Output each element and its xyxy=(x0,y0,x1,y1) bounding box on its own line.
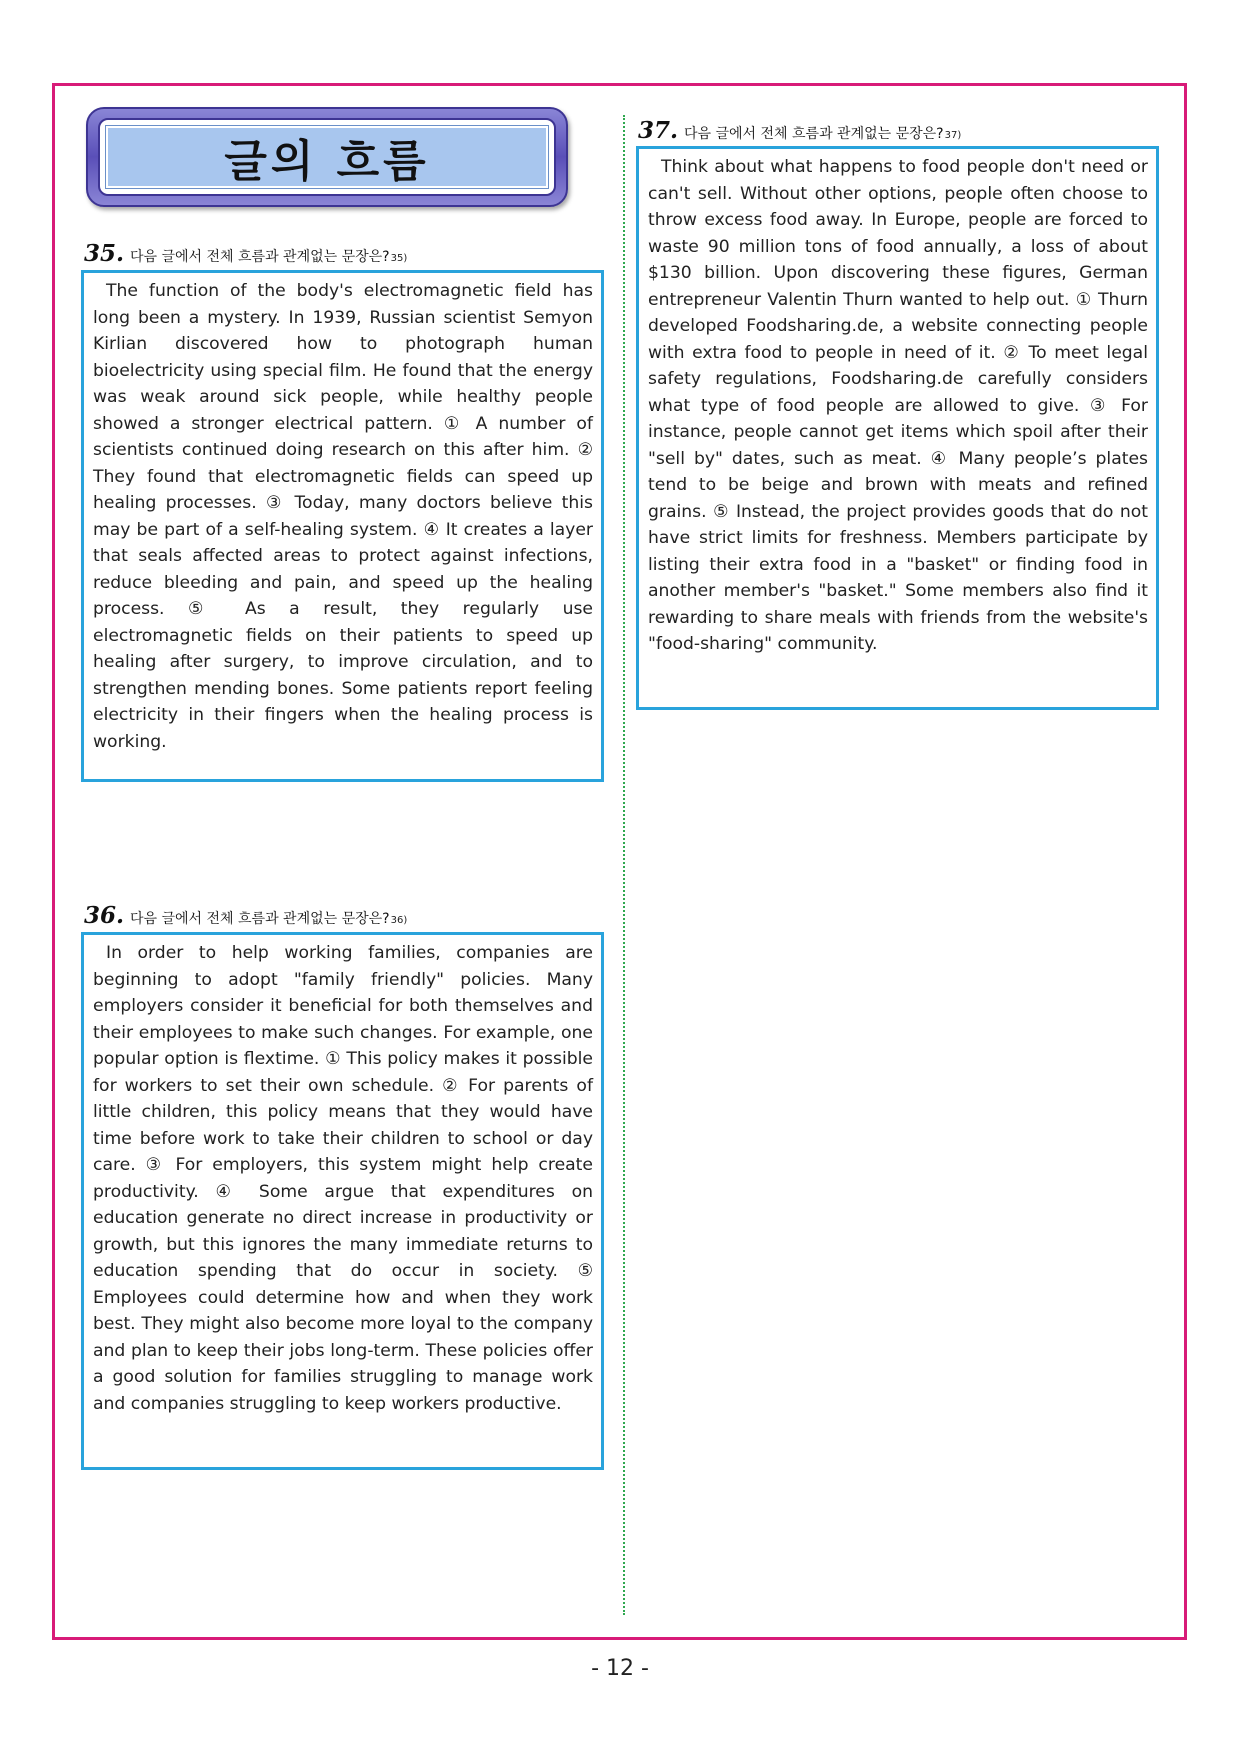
question-number: 36. xyxy=(84,902,125,929)
question-number: 35. xyxy=(84,240,125,267)
footnote-ref: 35) xyxy=(390,253,408,264)
question-37-passage-box xyxy=(636,146,1159,710)
question-prompt: 다음 글에서 전체 흐름과 관계없는 문장은? xyxy=(130,249,390,265)
question-35-passage-box xyxy=(81,270,604,782)
question-prompt: 다음 글에서 전체 흐름과 관계없는 문장은? xyxy=(130,911,390,927)
footnote-ref: 37) xyxy=(944,130,962,141)
section-title-banner xyxy=(86,107,568,207)
question-number: 37. xyxy=(638,117,679,144)
question-35-header xyxy=(84,240,407,267)
question-36-passage-box xyxy=(81,932,604,1470)
title-plate xyxy=(106,126,548,188)
title-inner-frame xyxy=(98,118,556,196)
passage-text: In order to help working families, companies are beginning to adopt "family friendly" policies. Many employers consider it beneficial for both themselves and their employees to make such changes. For example, one popular option is flextime. ① This policy makes it possible for workers to set their own schedule. ② For parents of little children, this policy means that they would have time before work to take their children to school or day care. ③ For employers, this system might help create productivity. ④ Some argue that expenditures on education generate no direct increase in productivity or growth, but this ignores the many immediate returns to education spending that do occur in society. ⑤ Employees could determine how and when they work best. They might also become more loyal to the company and plan to keep their jobs long-term. These policies offer a good solution for families struggling to manage work and companies struggling to keep workers productive. xyxy=(93,943,593,1414)
question-36-header xyxy=(84,902,407,929)
column-divider xyxy=(623,115,625,1615)
page-number: - 12 - xyxy=(591,1656,649,1681)
question-prompt: 다음 글에서 전체 흐름과 관계없는 문장은? xyxy=(684,126,944,142)
passage-text: The function of the body's electromagnetic field has long been a mystery. In 1939, Russian scientist Semyon Kirlian discovered how to photograph human bioelectricity using special film. He found that the energy was weak around sick people, while healthy people showed a stronger electrical pattern. ① A number of scientists continued doing research on this after him. ② They found that electromagnetic fields can speed up healing processes. ③ Today, many doctors believe this may be part of a self-healing system. ④ It creates a layer that seals affected areas to protect against infections, reduce bleeding and pain, and speed up the healing process. ⑤ As a result, they regularly use electromagnetic fields on their patients to speed up healing after surgery, to improve circulation, and to strengthen mending bones. Some patients report feeling electricity in their fingers when the healing process is working. xyxy=(93,281,593,752)
passage-text: Think about what happens to food people don't need or can't sell. Without other options, people often choose to throw excess food away. In Europe, people are forced to waste 90 million tons of food annually, a loss of about $130 billion. Upon discovering these figures, German entrepreneur Valentin Thurn wanted to help out. ① Thurn developed Foodsharing.de, a website connecting people with extra food to people in need of it. ② To meet legal safety regulations, Foodsharing.de carefully considers what type of food people are allowed to give. ③ For instance, people cannot get items which spoil after their "sell by" dates, such as meat. ④ Many people’s plates tend to be beige and brown with meats and refined grains. ⑤ Instead, the project provides goods that do not have strict limits for freshness. Members participate by listing their extra food in a "basket" or finding food in another member's "basket." Some members also find it rewarding to share meals with friends from the website's "food-sharing" community. xyxy=(648,157,1148,654)
question-37-header xyxy=(638,117,961,144)
footnote-ref: 36) xyxy=(390,915,408,926)
section-title: 글의 흐름 xyxy=(224,136,430,187)
